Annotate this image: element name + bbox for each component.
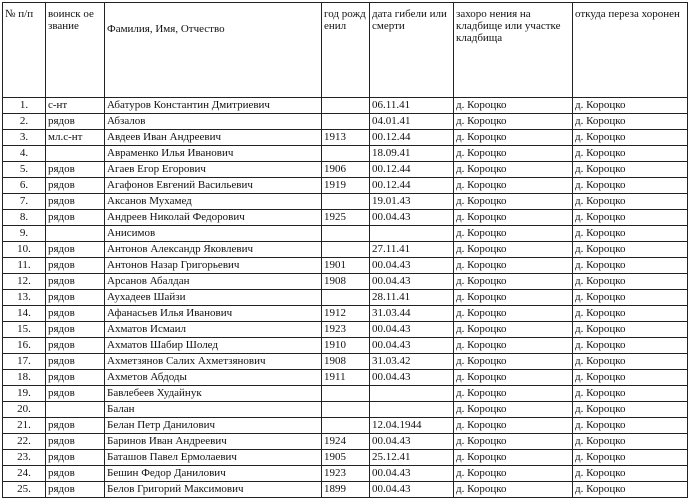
cell-rank: рядов: [46, 466, 105, 482]
cell-number: 1.: [3, 98, 46, 114]
cell-number: 12.: [3, 274, 46, 290]
cell-number: 17.: [3, 354, 46, 370]
cell-full-name: Ахматов Шабир Шолед: [105, 338, 322, 354]
cell-full-name: Белан Петр Данилович: [105, 418, 322, 434]
cell-full-name: Андреев Николай Федорович: [105, 210, 322, 226]
cell-number: 6.: [3, 178, 46, 194]
cell-reburied-from: д. Короцко: [573, 482, 688, 498]
table-header: [3, 3, 688, 98]
cell-rank: рядов: [46, 434, 105, 450]
cell-number: 5.: [3, 162, 46, 178]
cell-burial-place: д. Короцко: [454, 258, 573, 274]
cell-full-name: Ахметзянов Салих Ахметзянович: [105, 354, 322, 370]
table-row: [3, 338, 688, 354]
cell-death-date: 25.12.41: [370, 450, 454, 466]
cell-number: 3.: [3, 130, 46, 146]
cell-reburied-from: д. Короцко: [573, 402, 688, 418]
cell-rank: [46, 402, 105, 418]
table-row: [3, 322, 688, 338]
cell-number: 7.: [3, 194, 46, 210]
cell-full-name: Баринов Иван Андреевич: [105, 434, 322, 450]
cell-burial-place: д. Короцко: [454, 210, 573, 226]
cell-number: 2.: [3, 114, 46, 130]
cell-full-name: Ахметов Абдоды: [105, 370, 322, 386]
cell-burial-place: д. Короцко: [454, 114, 573, 130]
cell-rank: рядов: [46, 162, 105, 178]
cell-reburied-from: д. Короцко: [573, 146, 688, 162]
cell-reburied-from: д. Короцко: [573, 130, 688, 146]
cell-full-name: Анисимов: [105, 226, 322, 242]
cell-rank: рядов: [46, 306, 105, 322]
cell-number: 22.: [3, 434, 46, 450]
table-row: [3, 226, 688, 242]
table-row: [3, 114, 688, 130]
cell-rank: рядов: [46, 114, 105, 130]
cell-death-date: [370, 402, 454, 418]
cell-death-date: 00.04.43: [370, 370, 454, 386]
table-row: [3, 290, 688, 306]
cell-reburied-from: д. Короцко: [573, 114, 688, 130]
table-row: [3, 370, 688, 386]
cell-full-name: Авдеев Иван Андреевич: [105, 130, 322, 146]
cell-full-name: Аксанов Мухамед: [105, 194, 322, 210]
cell-birth-year: [322, 194, 370, 210]
cell-birth-year: [322, 146, 370, 162]
cell-birth-year: 1923: [322, 322, 370, 338]
cell-rank: [46, 146, 105, 162]
header-full-name: Фамилия, Имя, Отчество: [105, 3, 322, 98]
cell-full-name: Абзалов: [105, 114, 322, 130]
cell-birth-year: 1919: [322, 178, 370, 194]
cell-rank: рядов: [46, 194, 105, 210]
cell-number: 24.: [3, 466, 46, 482]
cell-reburied-from: д. Короцко: [573, 178, 688, 194]
cell-rank: рядов: [46, 482, 105, 498]
table-row: [3, 450, 688, 466]
cell-number: 25.: [3, 482, 46, 498]
cell-birth-year: [322, 114, 370, 130]
cell-number: 8.: [3, 210, 46, 226]
cell-death-date: 00.04.43: [370, 322, 454, 338]
cell-burial-place: д. Короцко: [454, 290, 573, 306]
cell-burial-place: д. Короцко: [454, 162, 573, 178]
cell-birth-year: [322, 226, 370, 242]
cell-birth-year: [322, 418, 370, 434]
cell-reburied-from: д. Короцко: [573, 386, 688, 402]
cell-number: 15.: [3, 322, 46, 338]
cell-burial-place: д. Короцко: [454, 434, 573, 450]
cell-reburied-from: д. Короцко: [573, 242, 688, 258]
cell-burial-place: д. Короцко: [454, 98, 573, 114]
table-row: [3, 162, 688, 178]
cell-reburied-from: д. Короцко: [573, 370, 688, 386]
cell-full-name: Арсанов Абалдан: [105, 274, 322, 290]
cell-number: 20.: [3, 402, 46, 418]
cell-full-name: Афанасьев Илья Иванович: [105, 306, 322, 322]
cell-full-name: Аухадеев Шайзи: [105, 290, 322, 306]
cell-full-name: Антонов Назар Григорьевич: [105, 258, 322, 274]
cell-number: 16.: [3, 338, 46, 354]
cell-death-date: 31.03.42: [370, 354, 454, 370]
cell-death-date: 00.04.43: [370, 434, 454, 450]
table-row: [3, 242, 688, 258]
table-row: [3, 482, 688, 498]
cell-reburied-from: д. Короцко: [573, 194, 688, 210]
cell-reburied-from: д. Короцко: [573, 274, 688, 290]
cell-rank: рядов: [46, 338, 105, 354]
cell-birth-year: 1923: [322, 466, 370, 482]
table-row: [3, 146, 688, 162]
cell-reburied-from: д. Короцко: [573, 162, 688, 178]
cell-reburied-from: д. Короцко: [573, 338, 688, 354]
cell-rank: рядов: [46, 274, 105, 290]
cell-rank: рядов: [46, 418, 105, 434]
cell-number: 11.: [3, 258, 46, 274]
cell-death-date: 28.11.41: [370, 290, 454, 306]
cell-death-date: 00.12.44: [370, 162, 454, 178]
cell-birth-year: 1912: [322, 306, 370, 322]
header-birth-year: год рожд енил: [322, 3, 370, 98]
cell-birth-year: 1899: [322, 482, 370, 498]
cell-number: 23.: [3, 450, 46, 466]
cell-rank: рядов: [46, 210, 105, 226]
cell-reburied-from: д. Короцко: [573, 290, 688, 306]
cell-birth-year: 1905: [322, 450, 370, 466]
cell-number: 19.: [3, 386, 46, 402]
cell-full-name: Баташов Павел Ермолаевич: [105, 450, 322, 466]
cell-birth-year: 1908: [322, 354, 370, 370]
cell-birth-year: 1901: [322, 258, 370, 274]
cell-burial-place: д. Короцко: [454, 466, 573, 482]
cell-burial-place: д. Короцко: [454, 418, 573, 434]
cell-death-date: 00.04.43: [370, 338, 454, 354]
cell-reburied-from: д. Короцко: [573, 258, 688, 274]
cell-burial-place: д. Короцко: [454, 386, 573, 402]
table-row: [3, 258, 688, 274]
cell-birth-year: [322, 98, 370, 114]
cell-number: 21.: [3, 418, 46, 434]
cell-death-date: 31.03.44: [370, 306, 454, 322]
cell-full-name: Бавлебеев Худайнук: [105, 386, 322, 402]
cell-reburied-from: д. Короцко: [573, 418, 688, 434]
cell-rank: рядов: [46, 450, 105, 466]
cell-burial-place: д. Короцко: [454, 402, 573, 418]
cell-burial-place: д. Короцко: [454, 450, 573, 466]
cell-number: 4.: [3, 146, 46, 162]
cell-reburied-from: д. Короцко: [573, 226, 688, 242]
cell-rank: рядов: [46, 258, 105, 274]
cell-death-date: 12.04.1944: [370, 418, 454, 434]
header-row: [3, 3, 688, 98]
table-row: [3, 194, 688, 210]
cell-reburied-from: д. Короцко: [573, 434, 688, 450]
table-body: [3, 98, 688, 498]
cell-death-date: 00.04.43: [370, 466, 454, 482]
cell-burial-place: д. Короцко: [454, 146, 573, 162]
cell-full-name: Бешин Федор Данилович: [105, 466, 322, 482]
cell-birth-year: 1906: [322, 162, 370, 178]
cell-full-name: Абатуров Константин Дмитриевич: [105, 98, 322, 114]
cell-number: 18.: [3, 370, 46, 386]
cell-burial-place: д. Короцко: [454, 306, 573, 322]
cell-full-name: Ахматов Исмаил: [105, 322, 322, 338]
cell-rank: рядов: [46, 178, 105, 194]
cell-rank: мл.с-нт: [46, 130, 105, 146]
cell-burial-place: д. Короцко: [454, 322, 573, 338]
table-row: [3, 274, 688, 290]
cell-burial-place: д. Короцко: [454, 370, 573, 386]
table-row: [3, 466, 688, 482]
cell-birth-year: 1924: [322, 434, 370, 450]
cell-birth-year: [322, 386, 370, 402]
cell-death-date: 00.04.43: [370, 482, 454, 498]
cell-number: 13.: [3, 290, 46, 306]
cell-death-date: 00.04.43: [370, 210, 454, 226]
cell-number: 9.: [3, 226, 46, 242]
cell-number: 10.: [3, 242, 46, 258]
table-row: [3, 130, 688, 146]
cell-death-date: [370, 226, 454, 242]
cell-burial-place: д. Короцко: [454, 194, 573, 210]
cell-birth-year: 1908: [322, 274, 370, 290]
header-reburied-from: откуда переза хоронен: [573, 3, 688, 98]
table-row: [3, 354, 688, 370]
cell-reburied-from: д. Короцко: [573, 98, 688, 114]
cell-rank: рядов: [46, 322, 105, 338]
cell-burial-place: д. Короцко: [454, 274, 573, 290]
cell-burial-place: д. Короцко: [454, 482, 573, 498]
cell-reburied-from: д. Короцко: [573, 210, 688, 226]
cell-rank: рядов: [46, 290, 105, 306]
cell-birth-year: 1913: [322, 130, 370, 146]
cell-rank: [46, 226, 105, 242]
header-death-date: дата гибели или смерти: [370, 3, 454, 98]
cell-rank: рядов: [46, 354, 105, 370]
cell-burial-place: д. Короцко: [454, 242, 573, 258]
table-row: [3, 402, 688, 418]
table-row: [3, 98, 688, 114]
cell-full-name: Белов Григорий Максимович: [105, 482, 322, 498]
cell-rank: рядов: [46, 242, 105, 258]
cell-death-date: 19.01.43: [370, 194, 454, 210]
cell-reburied-from: д. Короцко: [573, 450, 688, 466]
cell-death-date: 00.12.44: [370, 130, 454, 146]
table-row: [3, 306, 688, 322]
table-row: [3, 178, 688, 194]
cell-full-name: Авраменко Илья Иванович: [105, 146, 322, 162]
cell-birth-year: [322, 242, 370, 258]
cell-burial-place: д. Короцко: [454, 226, 573, 242]
cell-rank: рядов: [46, 370, 105, 386]
cell-full-name: Балан: [105, 402, 322, 418]
cell-death-date: 27.11.41: [370, 242, 454, 258]
burial-list-table: [2, 2, 688, 498]
cell-birth-year: [322, 402, 370, 418]
header-burial-place: захоро нения на кладбище или участке кладбища: [454, 3, 573, 98]
cell-death-date: [370, 386, 454, 402]
cell-death-date: 18.09.41: [370, 146, 454, 162]
table-row: [3, 418, 688, 434]
cell-burial-place: д. Короцко: [454, 178, 573, 194]
cell-burial-place: д. Короцко: [454, 354, 573, 370]
cell-death-date: 00.04.43: [370, 274, 454, 290]
cell-burial-place: д. Короцко: [454, 338, 573, 354]
cell-reburied-from: д. Короцко: [573, 354, 688, 370]
cell-full-name: Антонов Александр Яковлевич: [105, 242, 322, 258]
cell-birth-year: 1925: [322, 210, 370, 226]
cell-reburied-from: д. Короцко: [573, 322, 688, 338]
cell-birth-year: [322, 290, 370, 306]
cell-birth-year: 1910: [322, 338, 370, 354]
cell-full-name: Агафонов Евгений Васильевич: [105, 178, 322, 194]
cell-death-date: 06.11.41: [370, 98, 454, 114]
cell-death-date: 00.12.44: [370, 178, 454, 194]
table-row: [3, 210, 688, 226]
table-row: [3, 386, 688, 402]
cell-full-name: Агаев Егор Егорович: [105, 162, 322, 178]
header-number: № п/п: [3, 3, 46, 98]
cell-rank: рядов: [46, 386, 105, 402]
cell-death-date: 04.01.41: [370, 114, 454, 130]
cell-number: 14.: [3, 306, 46, 322]
cell-burial-place: д. Короцко: [454, 130, 573, 146]
cell-birth-year: 1911: [322, 370, 370, 386]
header-rank: воинск ое звание: [46, 3, 105, 98]
cell-death-date: 00.04.43: [370, 258, 454, 274]
cell-rank: с-нт: [46, 98, 105, 114]
table-row: [3, 434, 688, 450]
cell-reburied-from: д. Короцко: [573, 306, 688, 322]
cell-reburied-from: д. Короцко: [573, 466, 688, 482]
